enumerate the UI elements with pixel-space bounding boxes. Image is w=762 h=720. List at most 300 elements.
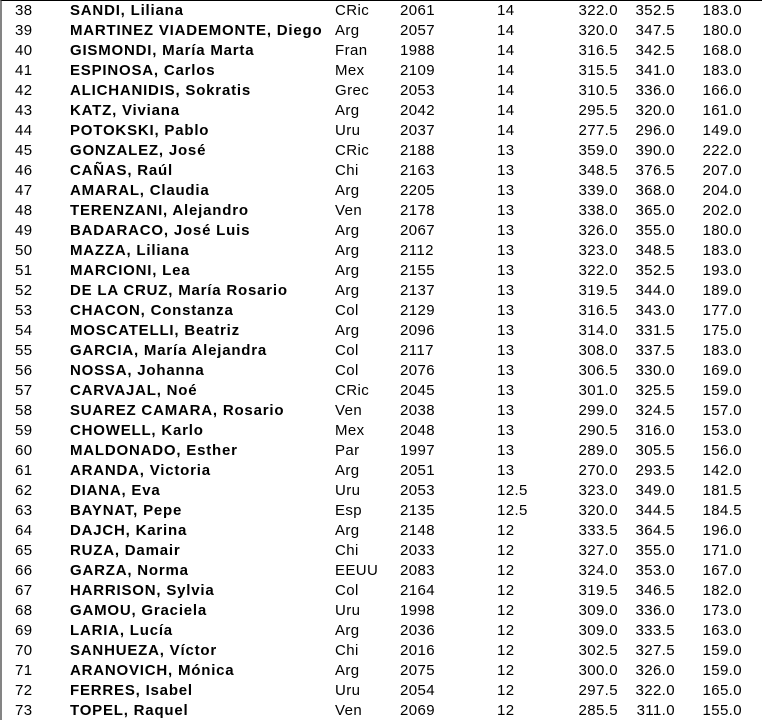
rating-cell: 2205 — [400, 182, 435, 199]
table-row — [2, 201, 762, 221]
tiebreak3-cell: 168.0 — [702, 42, 742, 59]
table-row — [2, 141, 762, 161]
rank-cell: 63 — [15, 502, 33, 519]
table-row — [2, 341, 762, 361]
table-row — [2, 1, 762, 21]
points-cell: 14 — [497, 62, 515, 79]
points-cell: 13 — [497, 362, 515, 379]
rating-cell: 2096 — [400, 322, 435, 339]
table-row — [2, 581, 762, 601]
tiebreak3-cell: 159.0 — [702, 382, 742, 399]
player-name-cell: MARTINEZ VIADEMONTE, Diego — [70, 22, 323, 39]
tiebreak2-cell: 336.0 — [635, 602, 675, 619]
rank-cell: 40 — [15, 42, 33, 59]
rating-cell: 2117 — [400, 342, 434, 359]
points-cell: 13 — [497, 262, 515, 279]
country-cell: Arg — [335, 462, 360, 479]
tiebreak3-cell: 183.0 — [702, 2, 742, 19]
tiebreak2-cell: 348.5 — [635, 242, 675, 259]
table-row — [2, 41, 762, 61]
rating-cell: 2061 — [400, 2, 435, 19]
player-name-cell: MALDONADO, Esther — [70, 442, 238, 459]
tiebreak1-cell: 327.0 — [578, 542, 618, 559]
tiebreak2-cell: 346.5 — [635, 582, 675, 599]
tiebreak1-cell: 314.0 — [578, 322, 618, 339]
rating-cell: 2083 — [400, 562, 435, 579]
points-cell: 13 — [497, 442, 515, 459]
rank-cell: 45 — [15, 142, 33, 159]
player-name-cell: FERRES, Isabel — [70, 682, 193, 699]
table-row — [2, 101, 762, 121]
tiebreak2-cell: 336.0 — [635, 82, 675, 99]
rating-cell: 2069 — [400, 702, 435, 719]
table-row — [2, 61, 762, 81]
country-cell: Col — [335, 342, 359, 359]
tiebreak1-cell: 309.0 — [578, 622, 618, 639]
player-name-cell: CAÑAS, Raúl — [70, 162, 173, 179]
player-name-cell: GAMOU, Graciela — [70, 602, 208, 619]
points-cell: 13 — [497, 222, 515, 239]
rating-cell: 2075 — [400, 662, 435, 679]
table-row — [2, 441, 762, 461]
player-name-cell: SANDI, Liliana — [70, 2, 184, 19]
rank-cell: 69 — [15, 622, 33, 639]
points-cell: 14 — [497, 82, 515, 99]
tiebreak3-cell: 202.0 — [702, 202, 742, 219]
tiebreak3-cell: 184.5 — [702, 502, 742, 519]
tiebreak3-cell: 153.0 — [702, 422, 742, 439]
tiebreak1-cell: 333.5 — [578, 522, 618, 539]
rating-cell: 2048 — [400, 422, 435, 439]
points-cell: 13 — [497, 462, 515, 479]
points-cell: 12 — [497, 662, 515, 679]
tiebreak3-cell: 163.0 — [702, 622, 742, 639]
tiebreak3-cell: 183.0 — [702, 242, 742, 259]
player-name-cell: RUZA, Damair — [70, 542, 181, 559]
tiebreak2-cell: 364.5 — [635, 522, 675, 539]
table-row — [2, 421, 762, 441]
tiebreak2-cell: 337.5 — [635, 342, 675, 359]
table-row — [2, 261, 762, 281]
country-cell: Chi — [335, 162, 359, 179]
tiebreak3-cell: 193.0 — [702, 262, 742, 279]
rank-cell: 39 — [15, 22, 33, 39]
table-row — [2, 21, 762, 41]
rating-cell: 2054 — [400, 682, 435, 699]
rank-cell: 41 — [15, 62, 33, 79]
tiebreak1-cell: 301.0 — [578, 382, 618, 399]
tiebreak1-cell: 320.0 — [578, 502, 618, 519]
points-cell: 14 — [497, 122, 515, 139]
rank-cell: 51 — [15, 262, 33, 279]
points-cell: 13 — [497, 162, 515, 179]
rating-cell: 2129 — [400, 302, 435, 319]
rating-cell: 2148 — [400, 522, 435, 539]
rating-cell: 2057 — [400, 22, 435, 39]
rating-cell: 2109 — [400, 62, 435, 79]
tiebreak2-cell: 293.5 — [635, 462, 675, 479]
rank-cell: 62 — [15, 482, 33, 499]
rank-cell: 64 — [15, 522, 33, 539]
tiebreak2-cell: 368.0 — [635, 182, 675, 199]
player-name-cell: DIANA, Eva — [70, 482, 161, 499]
tiebreak3-cell: 165.0 — [702, 682, 742, 699]
tiebreak3-cell: 159.0 — [702, 662, 742, 679]
tiebreak3-cell: 222.0 — [702, 142, 742, 159]
player-name-cell: LARIA, Lucía — [70, 622, 173, 639]
country-cell: Ven — [335, 402, 363, 419]
country-cell: Arg — [335, 242, 360, 259]
tiebreak1-cell: 322.0 — [578, 2, 618, 19]
tiebreak3-cell: 171.0 — [702, 542, 742, 559]
tiebreak1-cell: 308.0 — [578, 342, 618, 359]
player-name-cell: MOSCATELLI, Beatriz — [70, 322, 240, 339]
tiebreak1-cell: 338.0 — [578, 202, 618, 219]
player-name-cell: HARRISON, Sylvia — [70, 582, 215, 599]
rank-cell: 72 — [15, 682, 33, 699]
rank-cell: 53 — [15, 302, 33, 319]
rank-cell: 59 — [15, 422, 33, 439]
tiebreak1-cell: 290.5 — [578, 422, 618, 439]
player-name-cell: GONZALEZ, José — [70, 142, 207, 159]
rating-cell: 2137 — [400, 282, 435, 299]
tiebreak2-cell: 349.0 — [635, 482, 675, 499]
table-row — [2, 541, 762, 561]
tiebreak1-cell: 323.0 — [578, 482, 618, 499]
points-cell: 12 — [497, 562, 515, 579]
country-cell: Chi — [335, 642, 359, 659]
rating-cell: 2112 — [400, 242, 434, 259]
rating-cell: 2037 — [400, 122, 435, 139]
country-cell: Arg — [335, 282, 360, 299]
table-row — [2, 641, 762, 661]
country-cell: Col — [335, 582, 359, 599]
tiebreak2-cell: 322.0 — [635, 682, 675, 699]
tiebreak2-cell: 352.5 — [635, 262, 675, 279]
points-cell: 13 — [497, 242, 515, 259]
table-row — [2, 401, 762, 421]
tiebreak2-cell: 343.0 — [635, 302, 675, 319]
table-row — [2, 241, 762, 261]
tiebreak1-cell: 324.0 — [578, 562, 618, 579]
points-cell: 13 — [497, 142, 515, 159]
points-cell: 12 — [497, 602, 515, 619]
player-name-cell: ESPINOSA, Carlos — [70, 62, 216, 79]
tiebreak3-cell: 204.0 — [702, 182, 742, 199]
country-cell: Grec — [335, 82, 370, 99]
table-row — [2, 381, 762, 401]
player-name-cell: CARVAJAL, Noé — [70, 382, 198, 399]
player-name-cell: GISMONDI, María Marta — [70, 42, 255, 59]
rank-cell: 47 — [15, 182, 33, 199]
tiebreak2-cell: 352.5 — [635, 2, 675, 19]
player-name-cell: KATZ, Viviana — [70, 102, 180, 119]
points-cell: 12 — [497, 682, 515, 699]
table-row — [2, 321, 762, 341]
rank-cell: 66 — [15, 562, 33, 579]
rating-cell: 2178 — [400, 202, 435, 219]
tiebreak1-cell: 319.5 — [578, 282, 618, 299]
country-cell: Par — [335, 442, 360, 459]
rank-cell: 68 — [15, 602, 33, 619]
country-cell: Arg — [335, 22, 360, 39]
points-cell: 12.5 — [497, 502, 528, 519]
tiebreak3-cell: 175.0 — [702, 322, 742, 339]
rating-cell: 2076 — [400, 362, 435, 379]
player-name-cell: NOSSA, Johanna — [70, 362, 205, 379]
country-cell: EEUU — [335, 562, 379, 579]
tiebreak3-cell: 157.0 — [702, 402, 742, 419]
points-cell: 13 — [497, 182, 515, 199]
player-name-cell: CHOWELL, Karlo — [70, 422, 204, 439]
rating-cell: 2033 — [400, 542, 435, 559]
country-cell: Uru — [335, 122, 361, 139]
table-row — [2, 121, 762, 141]
rank-cell: 42 — [15, 82, 33, 99]
table-row — [2, 161, 762, 181]
rank-cell: 38 — [15, 2, 33, 19]
tiebreak3-cell: 182.0 — [702, 582, 742, 599]
country-cell: Arg — [335, 622, 360, 639]
points-cell: 12 — [497, 522, 515, 539]
table-row — [2, 501, 762, 521]
tiebreak3-cell: 142.0 — [702, 462, 742, 479]
tiebreak3-cell: 189.0 — [702, 282, 742, 299]
tiebreak1-cell: 277.5 — [578, 122, 618, 139]
tiebreak3-cell: 183.0 — [702, 342, 742, 359]
player-name-cell: DE LA CRUZ, María Rosario — [70, 282, 288, 299]
tiebreak1-cell: 316.5 — [578, 302, 618, 319]
rank-cell: 44 — [15, 122, 33, 139]
tiebreak2-cell: 311.0 — [636, 702, 675, 719]
rating-cell: 2135 — [400, 502, 435, 519]
table-row — [2, 281, 762, 301]
tiebreak3-cell: 167.0 — [702, 562, 742, 579]
tiebreak1-cell: 299.0 — [578, 402, 618, 419]
tiebreak1-cell: 359.0 — [578, 142, 618, 159]
tiebreak3-cell: 161.0 — [702, 102, 742, 119]
tiebreak2-cell: 347.5 — [635, 22, 675, 39]
player-name-cell: BAYNAT, Pepe — [70, 502, 183, 519]
points-cell: 13 — [497, 282, 515, 299]
country-cell: Arg — [335, 322, 360, 339]
tiebreak2-cell: 320.0 — [635, 102, 675, 119]
country-cell: Ven — [335, 702, 363, 719]
tiebreak3-cell: 169.0 — [702, 362, 742, 379]
rank-cell: 55 — [15, 342, 33, 359]
player-name-cell: BADARACO, José Luis — [70, 222, 251, 239]
tiebreak2-cell: 342.5 — [635, 42, 675, 59]
rank-cell: 48 — [15, 202, 33, 219]
tiebreak1-cell: 348.5 — [578, 162, 618, 179]
points-cell: 13 — [497, 422, 515, 439]
tiebreak1-cell: 306.5 — [578, 362, 618, 379]
rating-cell: 2053 — [400, 82, 435, 99]
country-cell: Esp — [335, 502, 363, 519]
tiebreak3-cell: 196.0 — [702, 522, 742, 539]
table-row — [2, 521, 762, 541]
tiebreak2-cell: 326.0 — [635, 662, 675, 679]
player-name-cell: POTOKSKI, Pablo — [70, 122, 210, 139]
points-cell: 14 — [497, 42, 515, 59]
country-cell: Uru — [335, 602, 361, 619]
rank-cell: 43 — [15, 102, 33, 119]
tiebreak2-cell: 355.0 — [635, 222, 675, 239]
country-cell: Col — [335, 362, 359, 379]
tiebreak1-cell: 285.5 — [578, 702, 618, 719]
points-cell: 13 — [497, 402, 515, 419]
country-cell: CRic — [335, 2, 370, 19]
rating-cell: 2016 — [400, 642, 435, 659]
points-cell: 14 — [497, 102, 515, 119]
tiebreak1-cell: 326.0 — [578, 222, 618, 239]
tiebreak2-cell: 344.0 — [635, 282, 675, 299]
tiebreak2-cell: 376.5 — [635, 162, 675, 179]
table-row — [2, 361, 762, 381]
table-row — [2, 601, 762, 621]
tiebreak1-cell: 339.0 — [578, 182, 618, 199]
points-cell: 12 — [497, 582, 515, 599]
tiebreak2-cell: 344.5 — [635, 502, 675, 519]
tiebreak1-cell: 302.5 — [578, 642, 618, 659]
country-cell: Col — [335, 302, 359, 319]
tiebreak2-cell: 355.0 — [635, 542, 675, 559]
table-row — [2, 681, 762, 701]
table-row — [2, 81, 762, 101]
country-cell: Arg — [335, 102, 360, 119]
tiebreak3-cell: 149.0 — [702, 122, 742, 139]
rating-cell: 2036 — [400, 622, 435, 639]
tiebreak3-cell: 183.0 — [702, 62, 742, 79]
rating-cell: 1997 — [400, 442, 435, 459]
rating-cell: 2038 — [400, 402, 435, 419]
country-cell: Uru — [335, 682, 361, 699]
tiebreak2-cell: 333.5 — [635, 622, 675, 639]
tiebreak1-cell: 295.5 — [578, 102, 618, 119]
points-cell: 13 — [497, 342, 515, 359]
tiebreak2-cell: 331.5 — [635, 322, 675, 339]
player-name-cell: SUAREZ CAMARA, Rosario — [70, 402, 285, 419]
rating-cell: 2188 — [400, 142, 435, 159]
country-cell: Arg — [335, 182, 360, 199]
rating-cell: 2053 — [400, 482, 435, 499]
country-cell: Uru — [335, 482, 361, 499]
rating-cell: 2045 — [400, 382, 435, 399]
tiebreak1-cell: 323.0 — [578, 242, 618, 259]
tiebreak1-cell: 300.0 — [578, 662, 618, 679]
table-row — [2, 481, 762, 501]
rank-cell: 65 — [15, 542, 33, 559]
table-row — [2, 181, 762, 201]
rating-cell: 2042 — [400, 102, 435, 119]
player-name-cell: SANHUEZA, Víctor — [70, 642, 217, 659]
points-cell: 12.5 — [497, 482, 528, 499]
table-row — [2, 461, 762, 481]
player-name-cell: TERENZANI, Alejandro — [70, 202, 249, 219]
rank-cell: 54 — [15, 322, 33, 339]
tiebreak3-cell: 155.0 — [702, 702, 742, 719]
country-cell: Mex — [335, 62, 365, 79]
tiebreak3-cell: 177.0 — [702, 302, 742, 319]
rank-cell: 58 — [15, 402, 33, 419]
country-cell: Fran — [335, 42, 368, 59]
points-cell: 12 — [497, 622, 515, 639]
country-cell: Arg — [335, 262, 360, 279]
player-name-cell: GARZA, Norma — [70, 562, 189, 579]
rating-cell: 2163 — [400, 162, 435, 179]
rank-cell: 61 — [15, 462, 33, 479]
points-cell: 13 — [497, 202, 515, 219]
country-cell: Ven — [335, 202, 363, 219]
tiebreak1-cell: 289.0 — [578, 442, 618, 459]
rank-cell: 52 — [15, 282, 33, 299]
country-cell: Arg — [335, 522, 360, 539]
tiebreak1-cell: 320.0 — [578, 22, 618, 39]
tiebreak1-cell: 315.5 — [578, 62, 618, 79]
tiebreak1-cell: 316.5 — [578, 42, 618, 59]
player-name-cell: MAZZA, Liliana — [70, 242, 190, 259]
points-cell: 13 — [497, 322, 515, 339]
points-cell: 12 — [497, 542, 515, 559]
rating-cell: 2164 — [400, 582, 435, 599]
tiebreak3-cell: 166.0 — [702, 82, 742, 99]
country-cell: Arg — [335, 222, 360, 239]
tiebreak2-cell: 324.5 — [635, 402, 675, 419]
points-cell: 12 — [497, 702, 515, 719]
tiebreak2-cell: 341.0 — [635, 62, 675, 79]
rating-cell: 1988 — [400, 42, 435, 59]
rank-cell: 73 — [15, 702, 33, 719]
rank-cell: 70 — [15, 642, 33, 659]
tiebreak1-cell: 270.0 — [578, 462, 618, 479]
tiebreak1-cell: 319.5 — [578, 582, 618, 599]
table-row — [2, 301, 762, 321]
points-cell: 14 — [497, 2, 515, 19]
standings-table — [2, 1, 762, 720]
tiebreak2-cell: 390.0 — [635, 142, 675, 159]
table-row — [2, 701, 762, 720]
player-name-cell: TOPEL, Raquel — [70, 702, 189, 719]
rank-cell: 49 — [15, 222, 33, 239]
table-row — [2, 561, 762, 581]
tiebreak2-cell: 353.0 — [635, 562, 675, 579]
country-cell: Chi — [335, 542, 359, 559]
tiebreak2-cell: 305.5 — [635, 442, 675, 459]
tiebreak2-cell: 365.0 — [635, 202, 675, 219]
player-name-cell: CHACON, Constanza — [70, 302, 234, 319]
player-name-cell: ALICHANIDIS, Sokratis — [70, 82, 251, 99]
rank-cell: 46 — [15, 162, 33, 179]
tiebreak1-cell: 310.5 — [578, 82, 618, 99]
country-cell: CRic — [335, 142, 370, 159]
points-cell: 13 — [497, 382, 515, 399]
country-cell: Arg — [335, 662, 360, 679]
rating-cell: 1998 — [400, 602, 435, 619]
rank-cell: 57 — [15, 382, 33, 399]
player-name-cell: ARANDA, Victoria — [70, 462, 211, 479]
rating-cell: 2067 — [400, 222, 435, 239]
rank-cell: 50 — [15, 242, 33, 259]
tiebreak1-cell: 309.0 — [578, 602, 618, 619]
player-name-cell: MARCIONI, Lea — [70, 262, 191, 279]
tiebreak3-cell: 180.0 — [702, 222, 742, 239]
tiebreak3-cell: 181.5 — [702, 482, 742, 499]
rank-cell: 67 — [15, 582, 33, 599]
table-row — [2, 661, 762, 681]
player-name-cell: GARCIA, María Alejandra — [70, 342, 268, 359]
player-name-cell: AMARAL, Claudia — [70, 182, 210, 199]
points-cell: 12 — [497, 642, 515, 659]
